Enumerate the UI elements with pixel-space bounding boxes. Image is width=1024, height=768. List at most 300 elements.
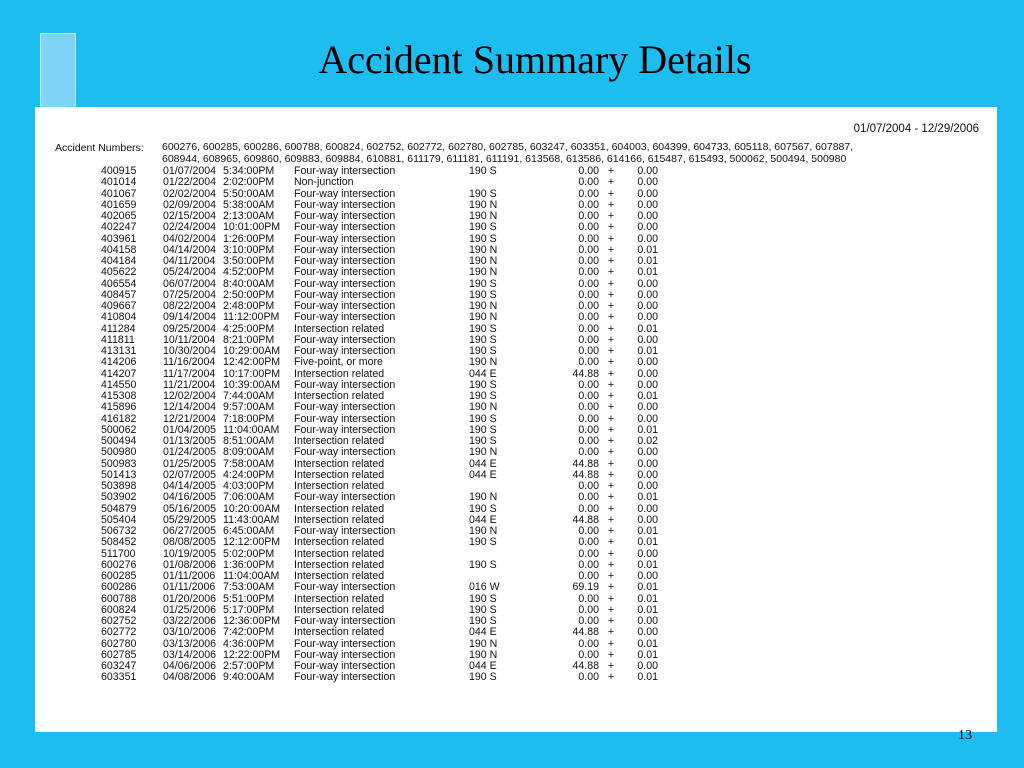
cell-id: 401067: [101, 187, 137, 200]
cell-type: Intersection related: [294, 570, 385, 582]
table-row: [101, 537, 658, 548]
accident-table: [101, 166, 658, 684]
cell-time: 12:12:00PM: [223, 536, 281, 549]
cell-val: 0.00: [578, 221, 599, 234]
cell-route: 190 S: [469, 502, 497, 515]
cell-date: 04/11/2004: [163, 255, 216, 267]
cell-time: 5:17:00PM: [223, 603, 275, 616]
cell-time: 5:50:00AM: [223, 187, 275, 200]
cell-time: 5:38:00AM: [223, 198, 275, 211]
cell-date: 09/25/2004: [163, 322, 217, 335]
cell-route: 190 N: [469, 255, 498, 267]
cell-val: 0.00: [578, 570, 599, 582]
cell-time: 2:13:00AM: [223, 210, 275, 222]
cell-val: 0.00: [578, 356, 599, 369]
cell-route: 190 N: [469, 300, 498, 312]
cell-sign: +: [607, 255, 614, 267]
cell-date: 04/02/2004: [163, 232, 217, 245]
cell-id: 416182: [101, 412, 137, 425]
cell-time: 2:57:00PM: [223, 660, 275, 672]
cell-sign: +: [607, 266, 614, 279]
cell-type: Intersection related: [294, 502, 385, 515]
cell-val: 0.00: [578, 187, 599, 200]
cell-id: 405622: [101, 266, 137, 279]
cell-id: 406554: [101, 277, 137, 290]
cell-route: 190 S: [469, 288, 497, 301]
cell-route: 190 S: [469, 378, 497, 391]
cell-route: 190 S: [469, 333, 497, 346]
cell-id: 403961: [101, 232, 137, 245]
cell-val2: 0.01: [637, 266, 658, 279]
cell-route: 016 W: [469, 581, 500, 594]
cell-time: 5:02:00PM: [223, 547, 275, 560]
cell-val: 0.00: [578, 210, 599, 222]
cell-id: 401659: [101, 198, 137, 211]
cell-route: 044 E: [469, 626, 497, 639]
cell-type: Four-way intersection: [294, 401, 396, 414]
cell-sign: +: [607, 547, 614, 560]
cell-date: 10/11/2004: [163, 333, 216, 346]
cell-id: 503902: [101, 491, 137, 504]
cell-type: Four-way intersection: [294, 581, 396, 594]
cell-sign: +: [607, 502, 614, 515]
cell-type: Intersection related: [294, 626, 385, 639]
cell-val2: 0.01: [637, 581, 658, 594]
cell-sign: +: [607, 187, 614, 200]
cell-id: 511700: [101, 547, 136, 560]
cell-type: Intersection related: [294, 468, 385, 481]
cell-id: 500983: [101, 457, 137, 470]
cell-id: 414550: [101, 378, 137, 391]
cell-date: 04/14/2005: [163, 480, 217, 492]
cell-val2: 0.00: [637, 176, 658, 189]
cell-route: 044 E: [469, 468, 497, 481]
cell-route: 190 N: [469, 356, 498, 369]
cell-time: 9:40:00AM: [223, 671, 275, 684]
table-row: [101, 627, 658, 638]
cell-date: 01/04/2005: [163, 423, 217, 436]
cell-date: 04/14/2004: [163, 243, 217, 256]
cell-val: 69.19: [572, 581, 599, 594]
cell-val2: 0.00: [637, 502, 658, 515]
cell-val2: 0.01: [637, 592, 658, 605]
cell-time: 10:39:00AM: [223, 378, 281, 391]
cell-sign: +: [607, 671, 614, 684]
cell-val: 0.00: [578, 266, 599, 279]
cell-sign: +: [607, 435, 614, 447]
cell-val: 0.00: [578, 255, 599, 267]
cell-val2: 0.00: [637, 615, 658, 627]
cell-sign: +: [607, 311, 614, 324]
cell-sign: +: [607, 390, 614, 402]
cell-sign: +: [607, 333, 614, 346]
cell-val2: 0.00: [637, 468, 658, 481]
cell-sign: +: [607, 423, 614, 436]
cell-date: 03/22/2006: [163, 615, 217, 627]
cell-time: 8:09:00AM: [223, 446, 275, 459]
cell-sign: +: [607, 615, 614, 627]
cell-id: 413131: [101, 345, 137, 357]
cell-val2: 0.01: [637, 322, 658, 335]
cell-route: 190 S: [469, 435, 497, 447]
cell-id: 505404: [101, 513, 137, 526]
cell-route: 190 S: [469, 615, 497, 627]
cell-time: 2:02:00PM: [223, 176, 275, 189]
cell-val: 44.88: [572, 626, 599, 639]
cell-type: Intersection related: [294, 322, 385, 335]
cell-sign: +: [607, 198, 614, 211]
cell-type: Five-point, or more: [294, 356, 383, 369]
cell-sign: +: [607, 480, 614, 492]
cell-type: Four-way intersection: [294, 198, 396, 211]
cell-val2: 0.00: [637, 221, 658, 234]
cell-val2: 0.01: [637, 345, 658, 357]
cell-time: 11:12:00PM: [223, 311, 280, 324]
cell-id: 602752: [101, 615, 137, 627]
cell-sign: +: [607, 446, 614, 459]
cell-id: 401014: [101, 176, 137, 189]
cell-type: Four-way intersection: [294, 423, 396, 436]
cell-val2: 0.00: [637, 165, 658, 177]
cell-sign: +: [607, 277, 614, 290]
cell-id: 404158: [101, 243, 137, 256]
cell-sign: +: [607, 592, 614, 605]
cell-sign: +: [607, 176, 614, 189]
cell-time: 11:04:00AM: [223, 570, 280, 582]
cell-date: 02/09/2004: [163, 198, 217, 211]
cell-date: 10/30/2004: [163, 345, 217, 357]
cell-route: 190 S: [469, 423, 497, 436]
cell-val2: 0.00: [637, 412, 658, 425]
cell-date: 04/16/2005: [163, 491, 217, 504]
cell-type: Four-way intersection: [294, 345, 396, 357]
cell-val: 0.00: [578, 390, 599, 402]
accident-numbers-line: 600276, 600285, 600286, 600788, 600824, 602752, 602772, 602780, 602785, 603247, 603351, 604003, 604399, 604733, 605118, 607567, 607887,: [162, 142, 854, 153]
cell-val: 0.00: [578, 423, 599, 436]
cell-id: 600788: [101, 592, 137, 605]
cell-val2: 0.01: [637, 637, 658, 650]
cell-route: 190 N: [469, 210, 498, 222]
cell-val2: 0.01: [637, 243, 658, 256]
cell-time: 10:29:00AM: [223, 345, 281, 357]
cell-id: 400915: [101, 165, 137, 177]
cell-val: 0.00: [578, 176, 599, 189]
cell-sign: +: [607, 457, 614, 470]
cell-id: 500494: [101, 435, 137, 447]
cell-date: 08/22/2004: [163, 300, 217, 312]
accident-numbers-list: [162, 142, 992, 165]
cell-time: 7:18:00PM: [223, 412, 275, 425]
cell-route: 190 S: [469, 221, 497, 234]
cell-val2: 0.01: [637, 558, 658, 571]
cell-date: 01/24/2005: [163, 446, 217, 459]
cell-date: 03/10/2006: [163, 626, 217, 639]
cell-date: 04/06/2006: [163, 660, 217, 672]
cell-time: 12:42:00PM: [223, 356, 281, 369]
cell-id: 600824: [101, 603, 137, 616]
cell-id: 600276: [101, 558, 137, 571]
cell-val: 0.00: [578, 491, 599, 504]
cell-time: 7:44:00AM: [223, 390, 275, 402]
cell-time: 8:21:00PM: [223, 333, 275, 346]
cell-val: 0.00: [578, 401, 599, 414]
cell-date: 05/29/2005: [163, 513, 217, 526]
cell-date: 09/14/2004: [163, 311, 217, 324]
cell-route: 044 E: [469, 457, 497, 470]
cell-type: Four-way intersection: [294, 232, 396, 245]
accent-bar: [40, 33, 76, 111]
cell-route: 190 N: [469, 401, 498, 414]
cell-date: 12/14/2004: [163, 401, 217, 414]
cell-val2: 0.00: [637, 300, 658, 312]
cell-time: 3:50:00PM: [223, 255, 275, 267]
cell-time: 4:25:00PM: [223, 322, 275, 335]
cell-time: 2:50:00PM: [223, 288, 275, 301]
cell-route: 044 E: [469, 513, 497, 526]
cell-id: 501413: [101, 468, 137, 481]
cell-date: 01/25/2005: [163, 457, 217, 470]
cell-type: Four-way intersection: [294, 333, 396, 346]
cell-sign: +: [607, 367, 614, 380]
cell-val2: 0.00: [637, 333, 658, 346]
cell-time: 3:10:00PM: [223, 243, 275, 256]
cell-val2: 0.00: [637, 480, 658, 492]
cell-time: 4:52:00PM: [223, 266, 275, 279]
cell-date: 12/21/2004: [163, 412, 217, 425]
cell-route: 190 S: [469, 232, 497, 245]
cell-type: Intersection related: [294, 592, 385, 605]
cell-val: 0.00: [578, 311, 599, 324]
cell-route: 190 S: [469, 187, 497, 200]
report-document: [35, 107, 997, 732]
cell-type: Four-way intersection: [294, 378, 396, 391]
cell-val2: 0.01: [637, 536, 658, 549]
cell-type: Intersection related: [294, 513, 385, 526]
cell-time: 12:22:00PM: [223, 648, 281, 661]
cell-val2: 0.00: [637, 356, 658, 369]
cell-val2: 0.01: [637, 255, 658, 267]
cell-type: Four-way intersection: [294, 660, 396, 672]
cell-route: [469, 177, 541, 188]
cell-val2: 0.02: [637, 435, 658, 447]
cell-route: 190 S: [469, 165, 497, 177]
cell-id: 603351: [101, 671, 137, 684]
cell-type: Four-way intersection: [294, 311, 396, 324]
cell-val: 0.00: [578, 525, 599, 537]
cell-route: 190 S: [469, 536, 497, 549]
cell-sign: +: [607, 525, 614, 537]
cell-sign: +: [607, 570, 614, 582]
cell-type: Four-way intersection: [294, 221, 396, 234]
cell-type: Intersection related: [294, 367, 385, 380]
cell-date: 01/13/2005: [163, 435, 217, 447]
cell-val2: 0.00: [637, 513, 658, 526]
cell-sign: +: [607, 378, 614, 391]
cell-type: Four-way intersection: [294, 187, 396, 200]
cell-time: 2:48:00PM: [223, 300, 275, 312]
cell-id: 500980: [101, 446, 137, 459]
cell-id: 408457: [101, 288, 137, 301]
cell-sign: +: [607, 412, 614, 425]
cell-type: Four-way intersection: [294, 446, 396, 459]
cell-time: 10:01:00PM: [223, 221, 281, 234]
cell-val: 0.00: [578, 480, 599, 492]
cell-date: 02/24/2004: [163, 221, 217, 234]
cell-id: 504879: [101, 502, 137, 515]
cell-type: Four-way intersection: [294, 165, 396, 177]
cell-date: 01/11/2006: [163, 570, 216, 582]
cell-val2: 0.00: [637, 367, 658, 380]
page-number: 13: [958, 728, 972, 743]
cell-route: 190 N: [469, 491, 498, 504]
cell-id: 600285: [101, 570, 137, 582]
cell-route: 190 N: [469, 648, 498, 661]
cell-sign: +: [607, 513, 614, 526]
cell-val2: 0.00: [637, 232, 658, 245]
cell-date: 01/08/2006: [163, 558, 217, 571]
cell-sign: +: [607, 491, 614, 504]
table-row: [101, 177, 658, 188]
cell-sign: +: [607, 536, 614, 549]
cell-val2: 0.01: [637, 648, 658, 661]
cell-type: Four-way intersection: [294, 615, 396, 627]
cell-val: 0.00: [578, 333, 599, 346]
cell-type: Four-way intersection: [294, 648, 396, 661]
cell-date: 05/16/2005: [163, 502, 217, 515]
cell-id: 411811: [101, 333, 135, 346]
cell-val2: 0.00: [637, 187, 658, 200]
cell-val: 0.00: [578, 165, 599, 177]
table-row: [101, 357, 658, 368]
cell-val: 0.00: [578, 378, 599, 391]
cell-id: 404184: [101, 255, 137, 267]
cell-id: 503898: [101, 480, 137, 492]
cell-type: Intersection related: [294, 435, 385, 447]
cell-type: Intersection related: [294, 390, 385, 402]
cell-date: 11/21/2004: [163, 378, 216, 391]
cell-val: 0.00: [578, 446, 599, 459]
cell-val2: 0.00: [637, 311, 658, 324]
cell-time: 4:36:00PM: [223, 637, 275, 650]
cell-val2: 0.01: [637, 603, 658, 616]
cell-type: Four-way intersection: [294, 243, 396, 256]
cell-sign: +: [607, 468, 614, 481]
cell-route: 190 S: [469, 592, 497, 605]
cell-val: 44.88: [572, 468, 599, 481]
cell-val2: 0.00: [637, 570, 658, 582]
table-row: [101, 492, 658, 503]
table-row: [101, 582, 658, 593]
cell-val2: 0.00: [637, 378, 658, 391]
cell-type: Four-way intersection: [294, 491, 396, 504]
cell-type: Intersection related: [294, 457, 385, 470]
cell-date: 12/02/2004: [163, 390, 217, 402]
cell-route: 190 N: [469, 525, 498, 537]
cell-type: Intersection related: [294, 547, 385, 560]
cell-type: Four-way intersection: [294, 412, 396, 425]
cell-type: Intersection related: [294, 536, 385, 549]
cell-type: Four-way intersection: [294, 210, 396, 222]
cell-val: 0.00: [578, 671, 599, 684]
cell-sign: +: [607, 288, 614, 301]
cell-val: 44.88: [572, 457, 599, 470]
cell-val: 0.00: [578, 637, 599, 650]
cell-val2: 0.00: [637, 626, 658, 639]
cell-sign: +: [607, 300, 614, 312]
cell-val2: 0.00: [637, 277, 658, 290]
cell-time: 11:04:00AM: [223, 423, 280, 436]
cell-val2: 0.00: [637, 210, 658, 222]
accident-numbers-label: Accident Numbers:: [55, 142, 144, 154]
cell-route: 190 S: [469, 671, 497, 684]
cell-time: 10:20:00AM: [223, 502, 281, 515]
cell-time: 4:24:00PM: [223, 468, 275, 481]
cell-val2: 0.00: [637, 401, 658, 414]
cell-route: 190 S: [469, 345, 497, 357]
cell-val2: 0.00: [637, 446, 658, 459]
cell-date: 01/20/2006: [163, 592, 217, 605]
cell-val: 0.00: [578, 648, 599, 661]
cell-route: 190 S: [469, 277, 497, 290]
cell-id: 414207: [101, 367, 137, 380]
cell-val: 0.00: [578, 592, 599, 605]
cell-type: Four-way intersection: [294, 637, 396, 650]
cell-date: 08/08/2005: [163, 536, 217, 549]
cell-sign: +: [607, 322, 614, 335]
cell-route: 190 N: [469, 637, 498, 650]
cell-id: 600286: [101, 581, 137, 594]
cell-time: 8:51:00AM: [223, 435, 275, 447]
cell-val2: 0.00: [637, 288, 658, 301]
cell-sign: +: [607, 637, 614, 650]
cell-val: 0.00: [578, 345, 599, 357]
cell-route: 190 N: [469, 243, 498, 256]
cell-time: 5:34:00PM: [223, 165, 275, 177]
cell-val: 0.00: [578, 435, 599, 447]
cell-val2: 0.00: [637, 660, 658, 672]
cell-time: 12:36:00PM: [223, 615, 281, 627]
cell-sign: +: [607, 558, 614, 571]
cell-sign: +: [607, 581, 614, 594]
cell-date: 02/02/2004: [163, 187, 217, 200]
cell-route: 044 E: [469, 367, 497, 380]
cell-val: 44.88: [572, 513, 599, 526]
cell-route: 190 S: [469, 558, 497, 571]
cell-val: 0.00: [578, 288, 599, 301]
cell-sign: +: [607, 232, 614, 245]
cell-sign: +: [607, 221, 614, 234]
cell-time: 5:51:00PM: [223, 592, 275, 605]
cell-time: 1:36:00PM: [223, 558, 275, 571]
table-row: [101, 222, 658, 233]
cell-type: Four-way intersection: [294, 300, 396, 312]
cell-route: 190 N: [469, 266, 498, 279]
cell-type: Four-way intersection: [294, 525, 396, 537]
cell-type: Four-way intersection: [294, 671, 396, 684]
cell-id: 506732: [101, 525, 137, 537]
cell-id: 602780: [101, 637, 137, 650]
cell-val2: 0.01: [637, 525, 658, 537]
cell-id: 500062: [101, 423, 137, 436]
cell-id: 409667: [101, 300, 137, 312]
cell-val2: 0.01: [637, 390, 658, 402]
cell-type: Intersection related: [294, 558, 385, 571]
cell-val: 0.00: [578, 412, 599, 425]
table-row: [101, 402, 658, 413]
cell-time: 7:53:00AM: [223, 581, 275, 594]
cell-date: 06/07/2004: [163, 277, 217, 290]
cell-sign: +: [607, 648, 614, 661]
